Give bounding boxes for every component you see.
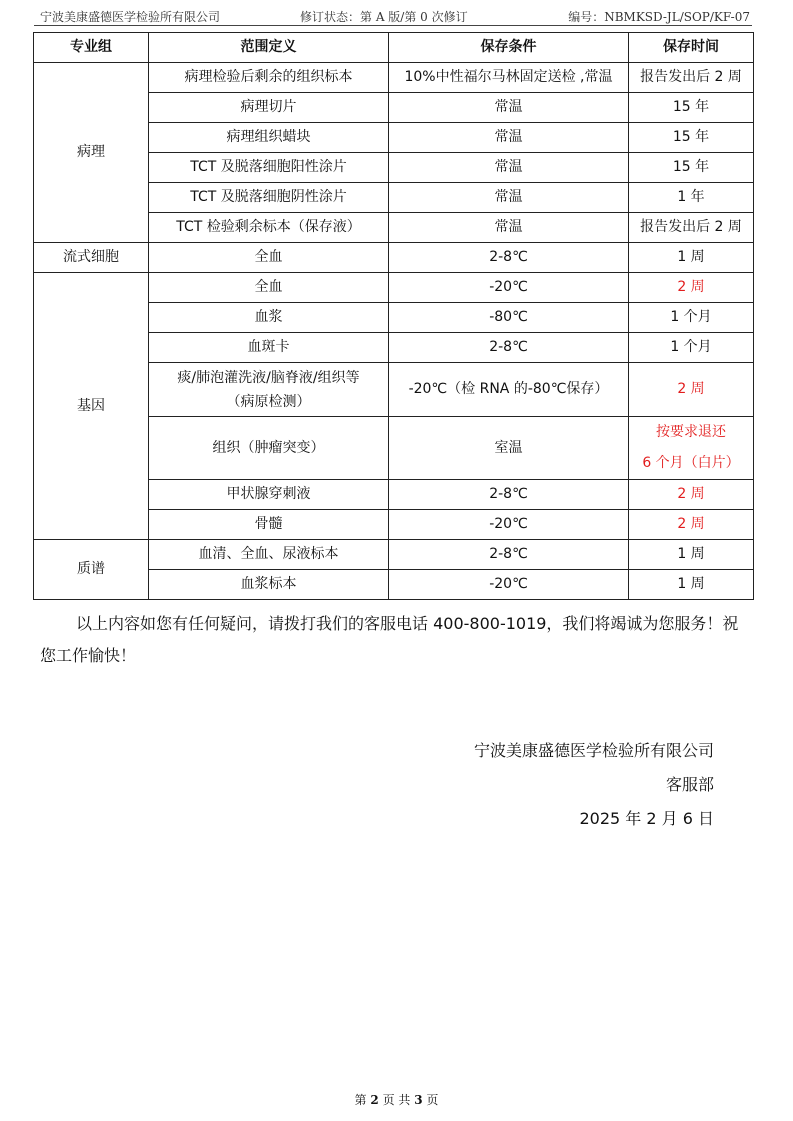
scope-cell: 病理切片 (149, 93, 389, 123)
condition-cell: 常温 (389, 93, 629, 123)
table-row (34, 273, 754, 303)
condition-cell: -20℃ (389, 570, 629, 600)
time-cell-highlight: 2 周 (629, 363, 754, 417)
scope-cell: 甲状腺穿刺液 (149, 480, 389, 510)
group-cell-mass-spec: 质谱 (34, 540, 149, 600)
condition-cell: 常温 (389, 213, 629, 243)
scope-cell: 血清、全血、尿液标本 (149, 540, 389, 570)
time-cell: 15 年 (629, 153, 754, 183)
condition-cell: 2-8℃ (389, 540, 629, 570)
time-cell: 15 年 (629, 123, 754, 153)
time-line: 6 个月（白片） (642, 455, 740, 471)
time-cell: 报告发出后 2 周 (629, 63, 754, 93)
condition-cell: 2-8℃ (389, 333, 629, 363)
scope-cell: TCT 及脱落细胞阴性涂片 (149, 183, 389, 213)
condition-cell: -20℃（检 RNA 的-80℃保存） (389, 363, 629, 417)
time-cell-highlight: 2 周 (629, 510, 754, 540)
page-header (40, 4, 750, 26)
column-header-condition: 保存条件 (389, 33, 629, 63)
table-row (34, 540, 754, 570)
contact-note: 以上内容如您有任何疑问，请拨打我们的客服电话 400-800-1019，我们将竭诚为您服务！祝您工作愉快！ (40, 614, 739, 665)
table-header-row (34, 33, 754, 63)
time-line: 按要求退还 (656, 424, 726, 440)
signature-date: 2025 年 2 月 6 日 (579, 809, 714, 828)
group-cell-flow-cytometry: 流式细胞 (34, 243, 149, 273)
scope-cell: 骨髓 (149, 510, 389, 540)
column-header-time: 保存时间 (629, 33, 754, 63)
time-cell: 1 个月 (629, 333, 754, 363)
condition-cell: -20℃ (389, 510, 629, 540)
footer-page-number: 2 (370, 1093, 379, 1107)
scope-line: 痰/肺泡灌洗液/脑脊液/组织等 (177, 369, 360, 386)
header-company: 宁波美康盛德医学检验所有限公司 (40, 10, 221, 24)
scope-line: （病原检测） (226, 393, 311, 410)
time-cell: 1 周 (629, 570, 754, 600)
header-divider (34, 25, 752, 26)
header-code: 编号：NBMKSD-JL/SOP/KF-07 (568, 10, 750, 24)
table-row (34, 63, 754, 93)
condition-cell: 2-8℃ (389, 480, 629, 510)
scope-cell: 病理组织蜡块 (149, 123, 389, 153)
scope-cell: 组织（肿瘤突变） (149, 417, 389, 480)
footer-text: 页 (426, 1093, 439, 1107)
scope-cell: TCT 及脱落细胞阳性涂片 (149, 153, 389, 183)
scope-cell: TCT 检验剩余标本（保存液） (149, 213, 389, 243)
time-cell-highlight-multiline (629, 417, 754, 480)
scope-cell: 血斑卡 (149, 333, 389, 363)
group-cell-pathology: 病理 (34, 63, 149, 243)
scope-cell-multiline (149, 363, 389, 417)
header-revision: 修订状态：第 A 版/第 0 次修订 (300, 10, 468, 24)
scope-cell: 全血 (149, 273, 389, 303)
condition-cell: -80℃ (389, 303, 629, 333)
signature-company: 宁波美康盛德医学检验所有限公司 (473, 741, 714, 760)
column-header-scope: 范围定义 (149, 33, 389, 63)
condition-cell: 常温 (389, 183, 629, 213)
footer-text: 第 (354, 1093, 367, 1107)
time-cell: 1 个月 (629, 303, 754, 333)
time-cell: 1 周 (629, 243, 754, 273)
footer-total-pages: 3 (414, 1093, 423, 1107)
condition-cell: 10%中性福尔马林固定送检 ,常温 (389, 63, 629, 93)
condition-cell: 室温 (389, 417, 629, 480)
time-cell-highlight: 2 周 (629, 480, 754, 510)
footer-text: 页 共 (382, 1093, 411, 1107)
time-cell-highlight: 2 周 (629, 273, 754, 303)
condition-cell: 常温 (389, 153, 629, 183)
time-cell: 报告发出后 2 周 (629, 213, 754, 243)
condition-cell: 常温 (389, 123, 629, 153)
page-footer (0, 1091, 793, 1108)
scope-cell: 血浆标本 (149, 570, 389, 600)
scope-cell: 血浆 (149, 303, 389, 333)
scope-cell: 全血 (149, 243, 389, 273)
storage-table (33, 32, 754, 600)
scope-cell: 病理检验后剩余的组织标本 (149, 63, 389, 93)
group-cell-gene: 基因 (34, 273, 149, 540)
time-cell: 1 年 (629, 183, 754, 213)
time-cell: 1 周 (629, 540, 754, 570)
condition-cell: -20℃ (389, 273, 629, 303)
time-cell: 15 年 (629, 93, 754, 123)
table-row (34, 243, 754, 273)
condition-cell: 2-8℃ (389, 243, 629, 273)
signature-department: 客服部 (665, 775, 714, 794)
column-header-group: 专业组 (34, 33, 149, 63)
